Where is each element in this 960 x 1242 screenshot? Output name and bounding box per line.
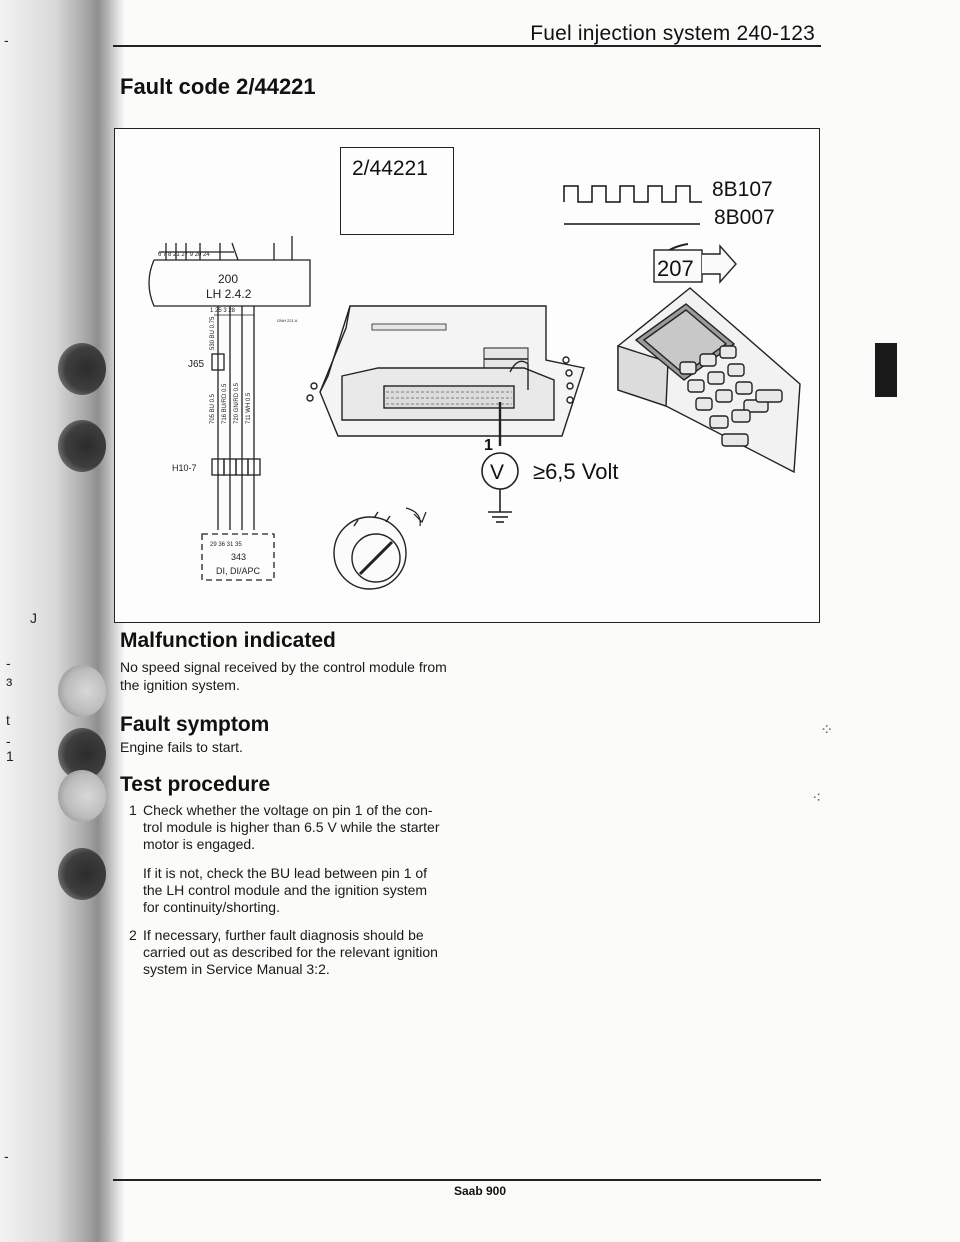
step-line: Check whether the voltage on pin 1 of the con- xyxy=(143,802,433,818)
punch-hole xyxy=(58,848,106,900)
ignition-key-icon xyxy=(334,508,426,589)
punch-hole xyxy=(58,665,106,717)
voltage-threshold-label: ≥6,5 Volt xyxy=(533,459,619,484)
scan-speck: ⁖ xyxy=(812,790,822,807)
step-line: the LH control module and the ignition system xyxy=(143,882,428,898)
step-number: 1 xyxy=(129,802,137,818)
punch-hole xyxy=(58,770,106,822)
module-343-number: 343 xyxy=(231,552,247,562)
step-line: for continuity/shorting. xyxy=(143,899,280,915)
pin-number-label: 1 xyxy=(484,437,493,454)
module-343-name: DI, DI/APC xyxy=(216,566,261,576)
margin-mark: 1 xyxy=(6,748,14,764)
test-procedure-title: Test procedure xyxy=(120,773,271,796)
step-line: trol module is higher than 6.5 V while the starter xyxy=(143,819,440,835)
step-line: If it is not, check the BU lead between pin 1 of xyxy=(143,865,428,881)
margin-mark: t xyxy=(6,712,10,728)
binding-shadow xyxy=(0,0,125,1242)
pin-numbers-top: 6 7 8 21 27 9 20 24 xyxy=(158,252,210,258)
pulse-waveform xyxy=(564,186,702,224)
malfunction-text-line: the ignition system. xyxy=(120,677,240,693)
punch-hole xyxy=(58,420,106,472)
reference-code: GNH 221 A xyxy=(277,318,298,323)
footer-rule xyxy=(113,1179,821,1181)
page-footer: Saab 900 xyxy=(453,1184,507,1198)
step-line: system in Service Manual 3:2. xyxy=(143,961,330,977)
malfunction-title: Malfunction indicated xyxy=(120,629,336,652)
j65-label: J65 xyxy=(188,359,205,370)
section-tab-marker xyxy=(875,343,897,397)
wire-label: 711 WH 0.5 xyxy=(246,392,252,424)
margin-mark: - xyxy=(4,32,9,48)
wire-label: 720 GN/RD 0.5 xyxy=(234,382,240,424)
page-header: Fuel injection system 240-123 xyxy=(530,22,815,45)
step-line: If necessary, further fault diagnosis should be xyxy=(143,927,424,943)
symptom-title: Fault symptom xyxy=(120,713,270,736)
diagnostic-tester xyxy=(618,244,800,472)
voltmeter-letter: V xyxy=(490,461,505,484)
punch-hole xyxy=(58,343,106,395)
header-rule xyxy=(113,45,821,47)
scan-speck: ⁘ xyxy=(820,722,834,739)
margin-mark: J xyxy=(30,610,37,626)
step-number: 2 xyxy=(129,927,137,943)
malfunction-text-line: No speed signal received by the control module from xyxy=(120,659,447,675)
module-name: LH 2.4.2 xyxy=(206,287,252,301)
h10-label: H10-7 xyxy=(172,463,197,473)
pin-numbers-bottom: 1 25 3 28 xyxy=(210,308,236,314)
wire-label: 705 BU 0.5 xyxy=(210,393,216,424)
fault-code-box-text: 2/44221 xyxy=(352,157,428,180)
margin-mark: - xyxy=(4,1148,9,1164)
margin-mark: - xyxy=(6,733,11,749)
margin-mark: ɜ xyxy=(6,673,13,689)
step-line: motor is engaged. xyxy=(143,836,256,852)
tester-code: 207 xyxy=(657,256,694,281)
symptom-text: Engine fails to start. xyxy=(120,739,243,755)
pin-numbers-343: 29 36 31 35 xyxy=(210,542,242,548)
waveform-label-8b007: 8B007 xyxy=(714,206,775,229)
wire-label: 530 BU 0.75 xyxy=(210,316,216,350)
step-line: carried out as described for the relevant ignition xyxy=(143,944,438,960)
control-module-illustration xyxy=(307,306,584,446)
fault-code-title: Fault code 2/44221 xyxy=(120,74,316,99)
margin-mark: - xyxy=(6,655,11,671)
wire-label: 716 BU/RD 0.5 xyxy=(222,383,228,424)
module-number: 200 xyxy=(218,272,239,286)
waveform-label-8b107: 8B107 xyxy=(712,178,773,201)
